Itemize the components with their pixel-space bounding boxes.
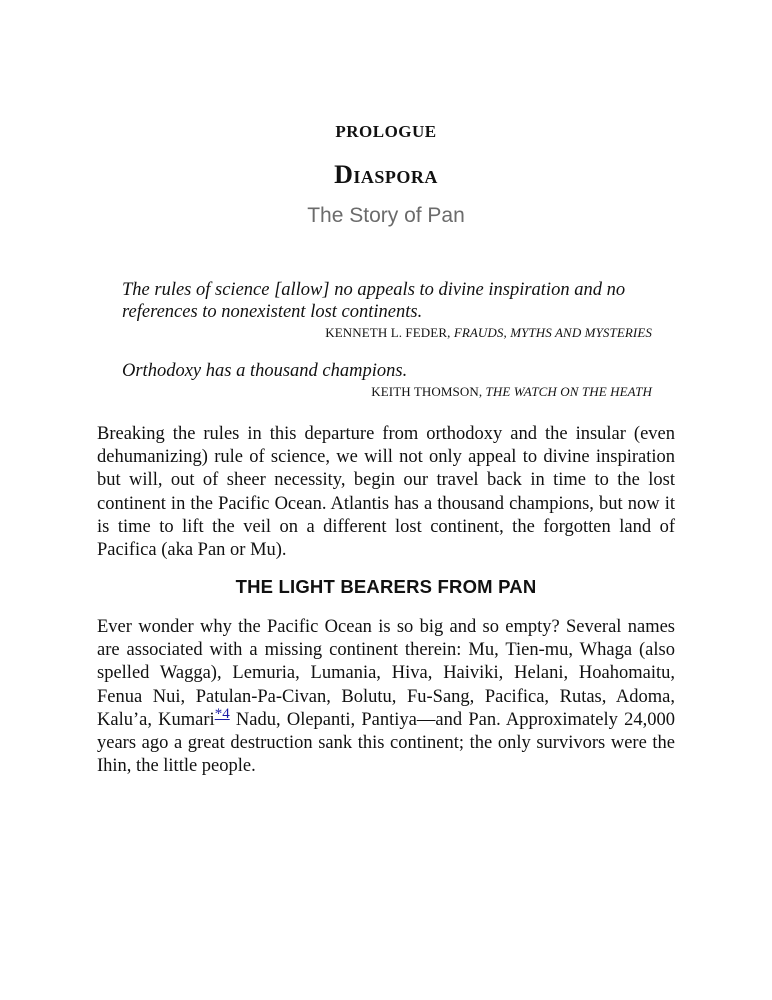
epigraph-author: KEITH THOMSON, — [371, 384, 486, 399]
paragraph-text-after-ref: Nadu, Olepanti, Pantiya—and Pan. Approximately 24,000 years ago a great destruction sank this continent; the only survivors were the Ihin, the little people. — [97, 709, 675, 777]
epigraph-attribution — [122, 325, 652, 341]
epigraph-author: KENNETH L. FEDER, — [325, 325, 454, 340]
chapter-subtitle: The Story of Pan — [307, 204, 465, 227]
footnote-link[interactable]: *4 — [214, 705, 230, 722]
epigraph-work: THE WATCH ON THE HEATH — [485, 384, 652, 399]
epigraph-1 — [122, 279, 652, 341]
body-paragraph-2 — [97, 616, 675, 778]
epigraph-attribution — [122, 384, 652, 400]
section-heading: THE LIGHT BEARERS FROM PAN — [235, 576, 537, 597]
epigraph-quote: The rules of science [allow] no appeals to divine inspiration and no references to nonexistent lost continents. — [122, 280, 626, 322]
body-paragraph-1: Breaking the rules in this departure from orthodoxy and the insular (even dehumanizing) rule of science, we will not only appeal to divine inspiration but will, out of sheer necessity, begin our travel back in time to the lost continent in the Pacific Ocean. Atlantis has a thousand champions, but now it is time to lift the veil on a different lost continent, the forgotten land of Pacifica (aka Pan or Mu). — [97, 424, 675, 561]
epigraph-work: FRAUDS, MYTHS AND MYSTERIES — [453, 325, 652, 340]
chapter-title: Diaspora — [334, 160, 438, 189]
paragraph-text-before-ref: Ever wonder why the Pacific Ocean is so big and so empty? Several names are associated with a missing continent therein: Mu, Tien-mu, Whaga (also spelled Wagga), Lemuria, Lumania, Hiva, Haiviki, Helani, Hoahomaitu, Fenua Nui, Patulan-Pa-Civan, Bolutu, Fu-Sang, Pacifica, Rutas, Adoma, Kalu’a, Kumari — [97, 617, 675, 730]
epigraph-2 — [122, 360, 652, 400]
prologue-label: PROLOGUE — [335, 122, 437, 141]
epigraph-quote: Orthodoxy has a thousand champions. — [122, 361, 408, 381]
